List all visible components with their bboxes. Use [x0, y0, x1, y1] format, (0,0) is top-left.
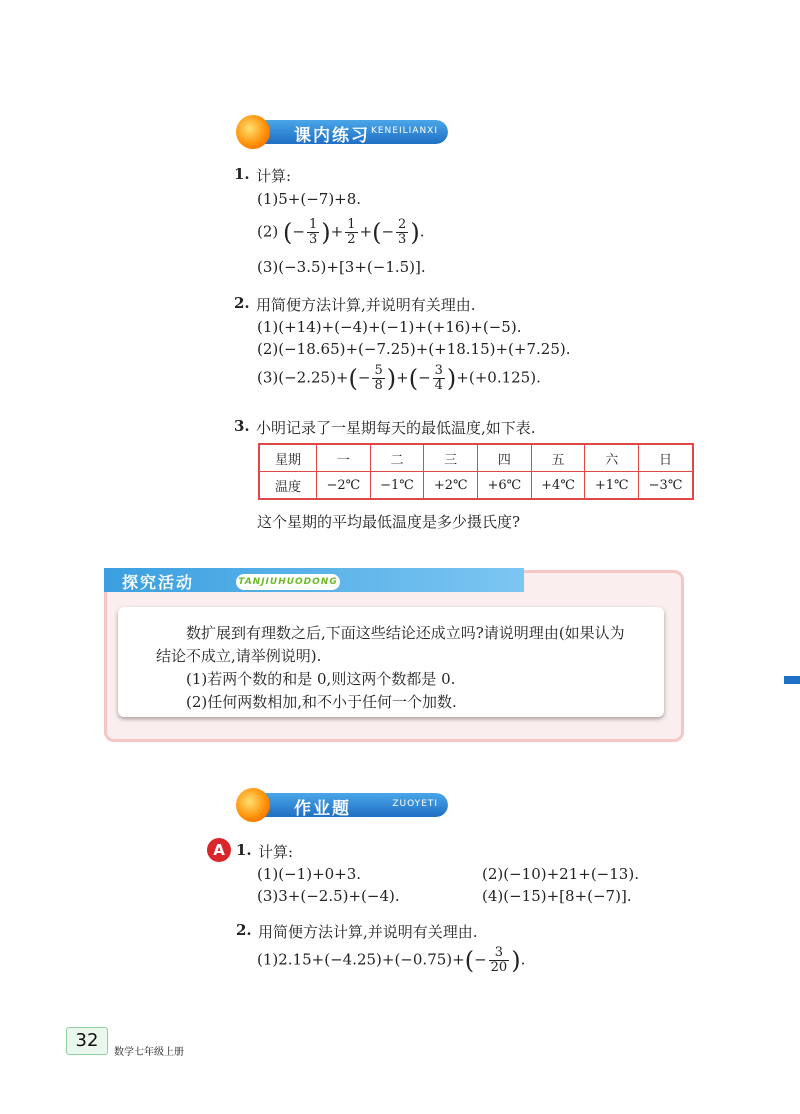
hw-q1-stem: 计算: — [258, 843, 294, 861]
hw-q1-number: 1. — [236, 841, 252, 859]
activity-paragraph-line2: 结论不成立,请举例说明). — [156, 647, 322, 665]
table-cell: +6℃ — [478, 472, 532, 500]
table-cell: +1℃ — [585, 472, 639, 500]
table-cell: 四 — [478, 444, 532, 472]
q1-number: 1. — [234, 165, 250, 183]
q1-item3: (3)(−3.5)+[3+(−1.5)]. — [257, 258, 426, 276]
q1-item2: (2) (− $\frac{1}{3}$ )+ $\frac{1}{2}$ +(− $\frac{2}{3}$ ). — [257, 217, 425, 247]
homework-banner-title: 作业题 — [294, 799, 351, 817]
temperature-table — [258, 443, 694, 500]
practice-banner-title: 课内练习 — [294, 126, 370, 144]
orange-icon — [236, 788, 270, 822]
q3-number: 3. — [234, 417, 250, 435]
table-cell: 一 — [317, 444, 371, 472]
table-cell: +4℃ — [531, 472, 585, 500]
activity-title: 探究活动 — [122, 573, 195, 592]
book-title: 数学七年级上册 — [114, 1047, 184, 1058]
table-cell: −2℃ — [317, 472, 371, 500]
sun-icon — [236, 115, 270, 149]
fraction: $\frac{3}{20}$ — [490, 945, 508, 975]
hw-q2-stem: 用简便方法计算,并说明有关理由. — [258, 923, 478, 941]
fraction: $\frac{3}{4}$ — [434, 363, 443, 393]
q2-number: 2. — [234, 294, 250, 312]
table-cell: −3℃ — [639, 472, 693, 500]
practice-banner-subtitle: KENEILIANXI — [370, 126, 438, 136]
page-number: 32 — [66, 1027, 108, 1055]
table-cell: 六 — [585, 444, 639, 472]
fraction: $\frac{1}{3}$ — [308, 217, 318, 247]
table-cell: −1℃ — [370, 472, 424, 500]
activity-subtitle: TANJIUHUODONG — [236, 574, 340, 590]
q3-stem: 小明记录了一星期每天的最低温度,如下表. — [256, 419, 536, 437]
practice-banner — [248, 120, 448, 144]
fraction: $\frac{2}{3}$ — [398, 217, 407, 247]
table-cell: 三 — [424, 444, 478, 472]
hw-q2-number: 2. — [236, 921, 252, 939]
table-cell: 温度 — [259, 472, 317, 500]
q2-item2: (2)(−18.65)+(−7.25)+(+18.15)+(+7.25). — [257, 340, 571, 358]
homework-banner — [248, 793, 448, 817]
fraction: $\frac{1}{2}$ — [347, 217, 356, 247]
fraction: $\frac{5}{8}$ — [374, 363, 383, 393]
table-cell: 五 — [531, 444, 585, 472]
table-header-row — [259, 444, 693, 472]
table-cell: 二 — [370, 444, 424, 472]
hw-q1-item4: (4)(−15)+[8+(−7)]. — [482, 887, 632, 905]
q3-question: 这个星期的平均最低温度是多少摄氏度? — [257, 513, 521, 531]
table-cell: 日 — [639, 444, 693, 472]
side-tab-marker — [784, 676, 800, 684]
hw-q1-item3: (3)3+(−2.5)+(−4). — [257, 887, 400, 905]
q2-stem: 用简便方法计算,并说明有关理由. — [256, 296, 476, 314]
table-cell: +2℃ — [424, 472, 478, 500]
level-a-badge: A — [207, 838, 231, 862]
hw-q1-item2: (2)(−10)+21+(−13). — [482, 865, 639, 883]
activity-item2: (2)任何两数相加,和不小于任何一个加数. — [186, 693, 457, 711]
table-cell: 星期 — [259, 444, 317, 472]
q2-item3: (3)(−2.25)+(− $\frac{5}{8}$ )+(− $\frac{3}{4}$ )+(+0.125). — [257, 363, 541, 393]
homework-banner-subtitle: ZUOYETI — [392, 799, 438, 809]
q1-item1: (1)5+(−7)+8. — [257, 190, 362, 208]
hw-q1-item1: (1)(−1)+0+3. — [257, 865, 362, 883]
q2-item1: (1)(+14)+(−4)+(−1)+(+16)+(−5). — [257, 318, 522, 336]
activity-paragraph-line1: 数扩展到有理数之后,下面这些结论还成立吗?请说明理由(如果认为 — [186, 624, 625, 642]
q1-stem: 计算: — [256, 167, 292, 185]
table-row — [259, 472, 693, 500]
hw-q2-item1: (1)2.15+(−4.25)+(−0.75)+(− $\frac{3}{20}$ ). — [257, 945, 526, 975]
activity-item1: (1)若两个数的和是 0,则这两个数都是 0. — [186, 670, 456, 688]
